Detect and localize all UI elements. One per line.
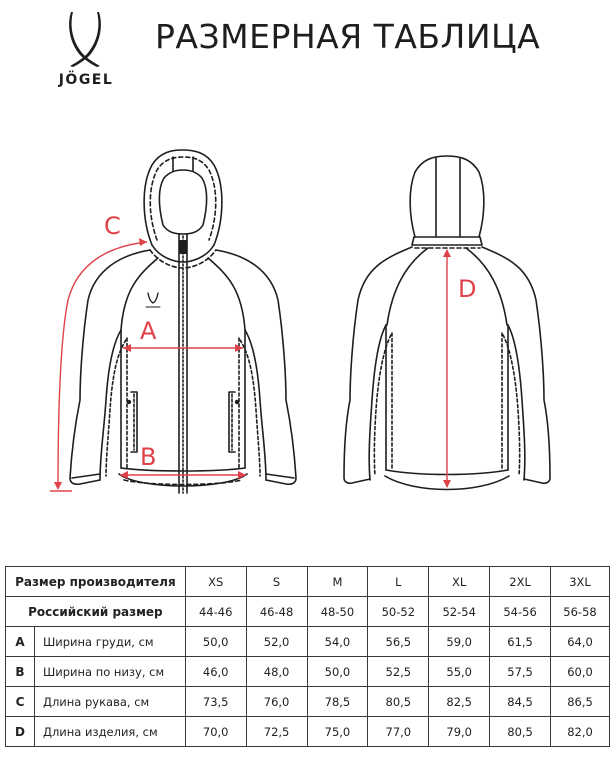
table-row <box>6 687 610 717</box>
value-cell: 86,5 <box>551 687 610 717</box>
value-cell: 56,5 <box>368 627 429 657</box>
row-label: Ширина по низу, см <box>34 657 185 687</box>
size-cell: XS <box>185 567 246 597</box>
value-cell: 72,5 <box>246 717 307 747</box>
brand-wordmark: JÖGEL <box>58 72 114 88</box>
marker-b-label: B <box>140 443 157 471</box>
russian-size-cell: 56-58 <box>551 597 610 627</box>
russian-size-cell: 48-50 <box>307 597 368 627</box>
value-cell: 75,0 <box>307 717 368 747</box>
marker-d-label: D <box>458 275 477 303</box>
measure-c-sleeve-arrow <box>50 238 147 491</box>
table-row <box>6 717 610 747</box>
value-cell: 48,0 <box>246 657 307 687</box>
russian-size-cell: 54-56 <box>490 597 551 627</box>
table-row-russian-size <box>6 597 610 627</box>
marker-a-label: A <box>140 317 157 345</box>
value-cell: 73,5 <box>185 687 246 717</box>
size-cell: S <box>246 567 307 597</box>
value-cell: 77,0 <box>368 717 429 747</box>
value-cell: 55,0 <box>429 657 490 687</box>
manufacturer-size-header: Размер производителя <box>6 567 186 597</box>
table-row <box>6 627 610 657</box>
size-cell: M <box>307 567 368 597</box>
value-cell: 57,5 <box>490 657 551 687</box>
row-letter: A <box>6 627 35 657</box>
size-cell: 2XL <box>490 567 551 597</box>
russian-size-cell: 52-54 <box>429 597 490 627</box>
value-cell: 50,0 <box>307 657 368 687</box>
value-cell: 78,5 <box>307 687 368 717</box>
russian-size-header: Российский размер <box>6 597 186 627</box>
page-title: РАЗМЕРНАЯ ТАБЛИЦА <box>155 17 541 56</box>
value-cell: 52,0 <box>246 627 307 657</box>
value-cell: 61,5 <box>490 627 551 657</box>
measure-d-length-arrow <box>443 249 451 488</box>
table-row <box>6 657 610 687</box>
size-cell: L <box>368 567 429 597</box>
value-cell: 50,0 <box>185 627 246 657</box>
table-row-manufacturer-size <box>6 567 610 597</box>
value-cell: 84,5 <box>490 687 551 717</box>
front-jacket-icon <box>70 150 296 493</box>
row-label: Длина изделия, см <box>34 717 185 747</box>
size-cell: 3XL <box>551 567 610 597</box>
row-label: Ширина груди, см <box>34 627 185 657</box>
value-cell: 64,0 <box>551 627 610 657</box>
value-cell: 76,0 <box>246 687 307 717</box>
row-label: Длина рукава, см <box>34 687 185 717</box>
value-cell: 54,0 <box>307 627 368 657</box>
value-cell: 79,0 <box>429 717 490 747</box>
value-cell: 82,0 <box>551 717 610 747</box>
russian-size-cell: 50-52 <box>368 597 429 627</box>
marker-c-label: C <box>104 212 121 240</box>
value-cell: 82,5 <box>429 687 490 717</box>
row-letter: D <box>6 717 35 747</box>
row-letter: B <box>6 657 35 687</box>
size-cell: XL <box>429 567 490 597</box>
russian-size-cell: 46-48 <box>246 597 307 627</box>
value-cell: 60,0 <box>551 657 610 687</box>
value-cell: 80,5 <box>490 717 551 747</box>
value-cell: 46,0 <box>185 657 246 687</box>
russian-size-cell: 44-46 <box>185 597 246 627</box>
size-table <box>5 566 610 747</box>
value-cell: 80,5 <box>368 687 429 717</box>
value-cell: 52,5 <box>368 657 429 687</box>
value-cell: 59,0 <box>429 627 490 657</box>
value-cell: 70,0 <box>185 717 246 747</box>
row-letter: C <box>6 687 35 717</box>
